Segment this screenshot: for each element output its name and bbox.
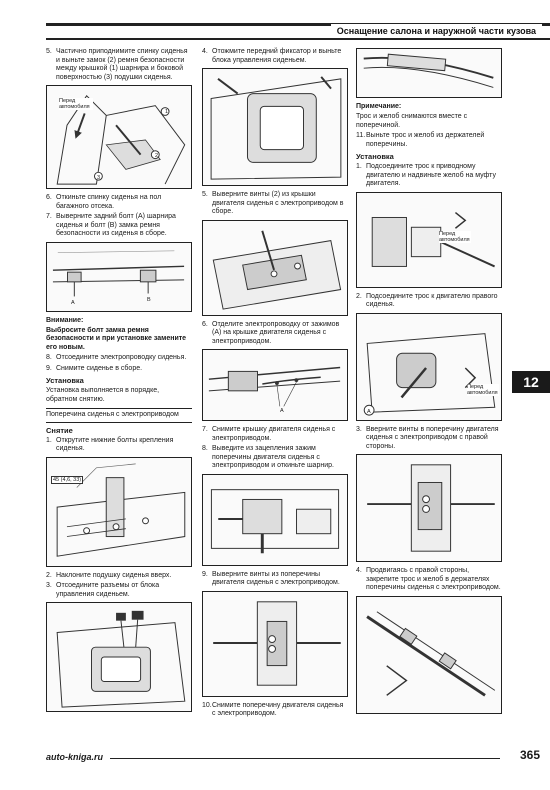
header-bar — [46, 38, 550, 40]
figure-seat-belt-lock — [46, 85, 192, 189]
column-2 — [202, 48, 348, 721]
wiring-clips-illustration — [203, 350, 347, 420]
step-7-c2: 7. Снимите крышку двигателя сиденья с электроприводом. — [202, 426, 336, 442]
figure-seat-hinge-bolts — [46, 242, 192, 312]
page-header-title: Оснащение салона и наружной части кузова — [331, 24, 542, 38]
section-title: Поперечина сиденья с электроприводом — [46, 408, 192, 422]
step-5: 5. Частично приподнимите спинку сиденья и выньте замок (2) ремня безопасности между крышкой (1) шарнира и боковой поверхностью (3) подушки сиденья. — [46, 48, 188, 81]
step-4: 4. Отожмите передний фиксатор и выньте блока управления сиденьем. — [202, 48, 342, 64]
front-label: Перед автомобиля — [59, 98, 93, 110]
warning-text: Выбросите болт замка ремня безопасности и при установке замените его новым. — [46, 326, 187, 351]
figure-crossbar-clip — [202, 474, 348, 566]
step-9: 9. Снимите сиденье в сборе. — [46, 364, 143, 372]
figure-motor-cover-screws — [202, 220, 348, 316]
motor-cover-illustration — [203, 221, 347, 315]
note-title: Примечание: — [356, 103, 402, 110]
column-3 — [356, 48, 502, 719]
step-6: 6. Откиньте спинку сиденья на пол багажного отсека. — [46, 194, 162, 210]
figure-cable-groove — [356, 48, 502, 98]
figure-drive-motor-cable — [356, 192, 502, 288]
right-crossbar-illustration — [357, 455, 501, 561]
removal-step-2: 2. Наклоните подушку сиденья вверх. — [46, 571, 172, 579]
install-heading-c3: Установка — [356, 152, 394, 162]
callout-a-c3: A — [367, 408, 371, 415]
figure-control-unit-latch — [202, 68, 348, 186]
callout-3: 3 — [97, 175, 101, 181]
install-step-3: 3. Вверните винты в поперечину двигателя сиденья с электроприводом с правой стороны. — [356, 425, 499, 450]
removal-step-3: 3. Отсоедините разъемы от блока управления сиденьем. — [46, 582, 160, 598]
drive-motor-illustration — [357, 193, 501, 287]
step-11-c3: 11. Выньте трос и желоб из держателей поперечины. — [356, 132, 485, 148]
crossbar-clip-illustration — [203, 475, 347, 565]
step-6-c2: 6. Отделите электропроводку от зажимов (A) на крышке двигателя сиденья с электроприводом. — [202, 320, 340, 345]
figure-lower-bolts — [46, 457, 192, 567]
install-heading: Установка — [46, 376, 84, 386]
step-9-c2: 9. Выверните винты из поперечины двигателя сиденья с электроприводом. — [202, 570, 340, 586]
step-5-c2: 5. Выверните винты (2) из крышки двигателя сиденья с электроприводом в сборе. — [202, 191, 344, 215]
callout-a: A — [71, 299, 75, 306]
front-label-c3a: Перед автомобиля — [439, 230, 470, 243]
removal-step-1: 1. Открутите нижние болты крепления сиденья. — [46, 436, 174, 453]
figure-cable-holders — [356, 596, 502, 714]
callout-b: B — [147, 296, 151, 303]
figure-right-seat-motor — [356, 313, 502, 421]
callout-a-c2: A — [280, 408, 284, 414]
footer-site: auto-kniga.ru — [46, 752, 104, 762]
figure-right-crossbar-screws — [356, 454, 502, 562]
cable-groove-illustration — [357, 49, 501, 97]
seat-hinge-illustration — [47, 243, 191, 311]
footer-rule — [110, 758, 500, 759]
install-text: Установка выполняется в порядке, обратном снятию. — [46, 387, 160, 403]
right-seat-motor-illustration — [357, 314, 501, 420]
warning-title: Внимание: — [46, 316, 84, 324]
step-8-c2: 8. Выведите из зацепления зажим поперечины двигателя сиденья с электроприводом и откиньте шарнир. — [202, 445, 334, 469]
note-text: Трос и желоб снимаются вместе с поперечиной. — [356, 113, 468, 129]
crossbar-screws-illustration — [203, 592, 347, 696]
install-step-1: 1. Подсоедините трос к приводному двигателю и надвиньте желоб на муфту двигателя. — [356, 163, 496, 188]
front-label-c3b: Перед автомобиля — [467, 383, 498, 396]
removal-heading: Снятие — [46, 425, 73, 435]
lower-bolts-illustration — [47, 458, 191, 566]
cable-holders-illustration — [357, 597, 501, 713]
connectors-illustration — [47, 603, 191, 711]
step-10-c2: 10. Снимите поперечину двигателя сиденья с электроприводом. — [202, 701, 344, 717]
figure-control-unit-connectors — [46, 602, 192, 712]
step-7: 7. Выверните задний болт (A) шарнира сиденья и болт (B) замка ремня безопасности из сиденья в сборе. — [46, 213, 176, 237]
control-unit-latch-illustration — [203, 69, 347, 185]
torque-label: 45 (4,6, 33) — [53, 476, 82, 483]
install-step-2: 2. Подсоедините трос к двигателю правого сиденья. — [356, 292, 498, 309]
install-step-4: 4. Продвигаясь с правой стороны, закрепите трос и желоб в держателях поперечины сиденья с электроприводом. — [356, 567, 501, 592]
step-8: 8. Отсоедините электропроводку сиденья. — [46, 354, 187, 362]
callout-2: 2 — [155, 153, 159, 159]
figure-wiring-clips — [202, 349, 348, 421]
page-number: 365 — [519, 748, 540, 762]
callout-1: 1 — [165, 109, 169, 115]
column-1 — [46, 48, 192, 717]
chapter-tab: 12 — [512, 371, 550, 393]
figure-crossbar-screws — [202, 591, 348, 697]
